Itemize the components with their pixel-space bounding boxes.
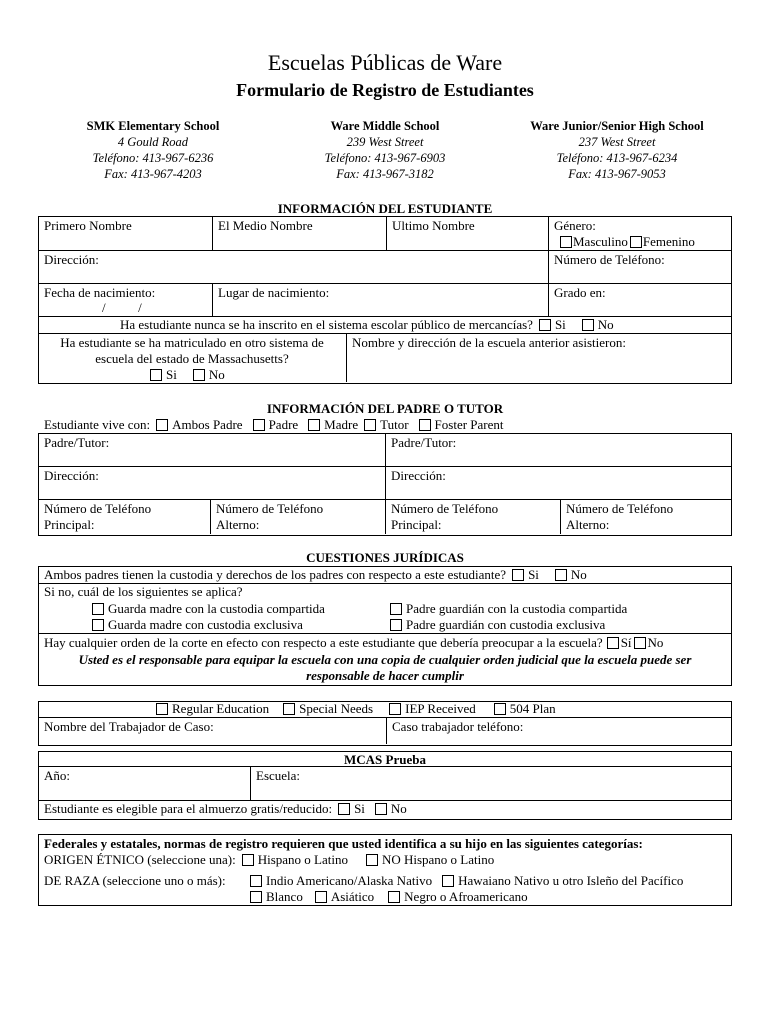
race-label: Negro o Afroamericano (404, 889, 528, 904)
opt-label: Madre (324, 417, 359, 432)
guardian2-field[interactable]: Padre/Tutor: (391, 435, 457, 450)
race-label: Indio Americano/Alaska Nativo (266, 873, 433, 888)
guardian2-phone-main[interactable]: Número de Teléfono Principal: (391, 501, 499, 532)
custody-question (44, 567, 587, 583)
lives-father-checkbox[interactable] (253, 419, 265, 431)
origin-label: ORIGEN ÉTNICO (seleccione una): (44, 852, 236, 867)
no-label: No (597, 317, 614, 332)
yes-label: Si (554, 317, 566, 332)
lunch-question-text: Estudiante es elegible para el almuerzo gratis/reducido: (44, 801, 333, 816)
enrolled-yes-checkbox[interactable] (539, 319, 551, 331)
opt-label: Padre (268, 417, 299, 432)
guardian2-address-field[interactable]: Dirección: (391, 468, 446, 483)
school-high (502, 118, 732, 182)
dob-field[interactable]: Fecha de nacimiento: (44, 285, 156, 300)
special-needs-checkbox[interactable] (283, 703, 295, 715)
race-row2 (250, 889, 528, 905)
gender-label: Género: (554, 218, 596, 233)
legal-section-heading: CUESTIONES JURÍDICAS (306, 550, 464, 565)
lives-with-row (44, 417, 504, 433)
case-worker-field[interactable]: Nombre del Trabajador de Caso: (44, 719, 214, 734)
hispanic-label: Hispano o Latino (257, 852, 348, 867)
school-address: 237 West Street (578, 135, 656, 149)
enrolled-question (120, 317, 614, 333)
other-ma-question: Ha estudiante se ha matriculado en otro sistema de escuela del estado de Massachusetts? (60, 335, 324, 366)
race-row1 (250, 873, 683, 889)
guardian1-phone-main[interactable]: Número de Teléfono Principal: (44, 501, 152, 532)
opt1-label: Guarda madre con la custodia compartida (108, 601, 325, 616)
mcas-year-field[interactable]: Año: (44, 768, 70, 783)
school-address: 239 West Street (346, 135, 424, 149)
student-section-heading: INFORMACIÓN DEL ESTUDIANTE (277, 201, 493, 216)
hispanic-checkbox[interactable] (242, 854, 254, 866)
guardian1-field[interactable]: Padre/Tutor: (44, 435, 110, 450)
school-fax: Fax: 413-967-4203 (104, 167, 202, 181)
grade-field[interactable]: Grado en: (554, 285, 606, 300)
school-phone: Teléfono: 413-967-6236 (92, 151, 214, 165)
program-label: 504 Plan (509, 701, 556, 716)
opt-label: Foster Parent (434, 417, 504, 432)
male-label: Masculino (573, 234, 628, 249)
lunch-no-checkbox[interactable] (375, 803, 387, 815)
male-checkbox[interactable] (560, 236, 572, 248)
page-subtitle: Formulario de Registro de Estudiantes (236, 80, 534, 100)
custody-no-checkbox[interactable] (555, 569, 567, 581)
enrolled-question-text: Ha estudiante nunca se ha inscrito en el sistema escolar público de mercancías? (120, 317, 533, 332)
non-hispanic-checkbox[interactable] (366, 854, 378, 866)
dob-slashes: / / (102, 300, 142, 315)
race-pacific-checkbox[interactable] (442, 875, 454, 887)
custody-opt4 (390, 617, 605, 633)
ethnic-intro: Federales y estatales, normas de registro requieren que usted identifica a su hijo en las siguientes categorías: (44, 836, 643, 851)
non-hispanic-label: NO Hispano o Latino (381, 852, 495, 867)
opt-label: Tutor (380, 417, 409, 432)
race-label: Hawaiano Nativo u otro Isleño del Pacífico (458, 873, 684, 888)
race-asian-checkbox[interactable] (315, 891, 327, 903)
program-label: Special Needs (299, 701, 374, 716)
custody-question-text: Ambos padres tienen la custodia y derechos de los padres con respecto a este estudiante? (44, 567, 507, 582)
school-name: Ware Junior/Senior High School (530, 119, 704, 133)
first-name-field[interactable]: Primero Nombre (44, 218, 132, 233)
middle-name-field[interactable]: El Medio Nombre (218, 218, 313, 233)
programs-row (156, 701, 556, 717)
female-label: Femenino (642, 234, 695, 249)
opt2-label: Guarda madre con custodia exclusiva (108, 617, 303, 632)
opt4-label: Padre guardián con custodia exclusiva (406, 617, 606, 632)
if-no-label: Si no, cuál de los siguientes se aplica? (44, 584, 243, 599)
mcas-school-field[interactable]: Escuela: (256, 768, 301, 783)
case-worker-phone-field[interactable]: Caso trabajador teléfono: (392, 719, 524, 734)
yes-label: Si (166, 367, 177, 382)
lives-with-label: Estudiante vive con: (44, 417, 151, 432)
other-ma-no-checkbox[interactable] (193, 369, 205, 381)
other-ma-options (150, 367, 225, 383)
school-address: 4 Gould Road (117, 135, 189, 149)
parent-section-heading: INFORMACIÓN DEL PADRE O TUTOR (266, 401, 504, 416)
lives-foster-checkbox[interactable] (419, 419, 431, 431)
regular-ed-checkbox[interactable] (156, 703, 168, 715)
no-label: No (208, 367, 225, 382)
iep-checkbox[interactable] (389, 703, 401, 715)
school-fax: Fax: 413-967-3182 (336, 167, 434, 181)
court-question-text: Hay cualquier orden de la corte en efecto con respecto a este estudiante que debería preocupar a la escuela? (44, 635, 603, 650)
program-label: IEP Received (405, 701, 476, 716)
lunch-question (44, 801, 407, 817)
custody-opt2 (92, 617, 303, 633)
gender-options (560, 234, 695, 250)
opt2-checkbox[interactable] (92, 619, 104, 631)
enrolled-no-checkbox[interactable] (582, 319, 594, 331)
no-label: No (647, 635, 664, 650)
opt4-checkbox[interactable] (390, 619, 402, 631)
no-label: No (390, 801, 407, 816)
birthplace-field[interactable]: Lugar de nacimiento: (218, 285, 330, 300)
lives-both-checkbox[interactable] (156, 419, 168, 431)
opt-label: Ambos Padre (172, 417, 243, 432)
plan504-checkbox[interactable] (494, 703, 506, 715)
opt3-label: Padre guardián con la custodia compartida (406, 601, 628, 616)
other-ma-yes-checkbox[interactable] (150, 369, 162, 381)
race-label: Asiático (330, 889, 375, 904)
school-phone: Teléfono: 413-967-6903 (324, 151, 446, 165)
race-black-checkbox[interactable] (388, 891, 400, 903)
race-label: DE RAZA (seleccione uno o más): (44, 873, 226, 888)
opt1-checkbox[interactable] (92, 603, 104, 615)
prev-school-field[interactable]: Nombre y dirección de la escuela anterior asistieron: (352, 335, 626, 350)
guardian2-phone-alt[interactable]: Número de Teléfono Alterno: (566, 501, 674, 532)
ethnic-origin-row (44, 852, 494, 868)
school-phone: Teléfono: 413-967-6234 (556, 151, 678, 165)
yes-label: Si (354, 801, 365, 816)
program-label: Regular Education (172, 701, 270, 716)
last-name-field[interactable]: Ultimo Nombre (392, 218, 475, 233)
custody-opt1 (92, 601, 325, 617)
school-smk (38, 118, 268, 182)
court-order-note: Usted es el responsable para equipar la escuela con una copia de cualquier orden judicial que la escuela puede ser responsable de hacer cumplir (78, 652, 692, 683)
guardian1-address-field[interactable]: Dirección: (44, 468, 99, 483)
court-yes-checkbox[interactable] (607, 637, 619, 649)
female-checkbox[interactable] (630, 236, 642, 248)
lunch-yes-checkbox[interactable] (338, 803, 350, 815)
phone-field[interactable]: Número de Teléfono: (554, 252, 665, 267)
custody-opt3 (390, 601, 627, 617)
yes-label: Sí (620, 635, 632, 650)
school-middle (270, 118, 500, 182)
custody-yes-checkbox[interactable] (512, 569, 524, 581)
race-label: Blanco (266, 889, 303, 904)
court-no-checkbox[interactable] (634, 637, 646, 649)
school-name: SMK Elementary School (86, 119, 220, 133)
opt3-checkbox[interactable] (390, 603, 402, 615)
race-white-checkbox[interactable] (250, 891, 262, 903)
yes-label: Si (528, 567, 539, 582)
guardian1-phone-alt[interactable]: Número de Teléfono Alterno: (216, 501, 324, 532)
lives-tutor-checkbox[interactable] (364, 419, 376, 431)
school-fax: Fax: 413-967-9053 (568, 167, 666, 181)
court-question (44, 635, 663, 651)
address-field[interactable]: Dirección: (44, 252, 99, 267)
no-label: No (570, 567, 587, 582)
mcas-heading: MCAS Prueba (344, 752, 426, 767)
lives-mother-checkbox[interactable] (308, 419, 320, 431)
page-title: Escuelas Públicas de Ware (267, 50, 503, 75)
race-native-american-checkbox[interactable] (250, 875, 262, 887)
school-name: Ware Middle School (330, 119, 440, 133)
